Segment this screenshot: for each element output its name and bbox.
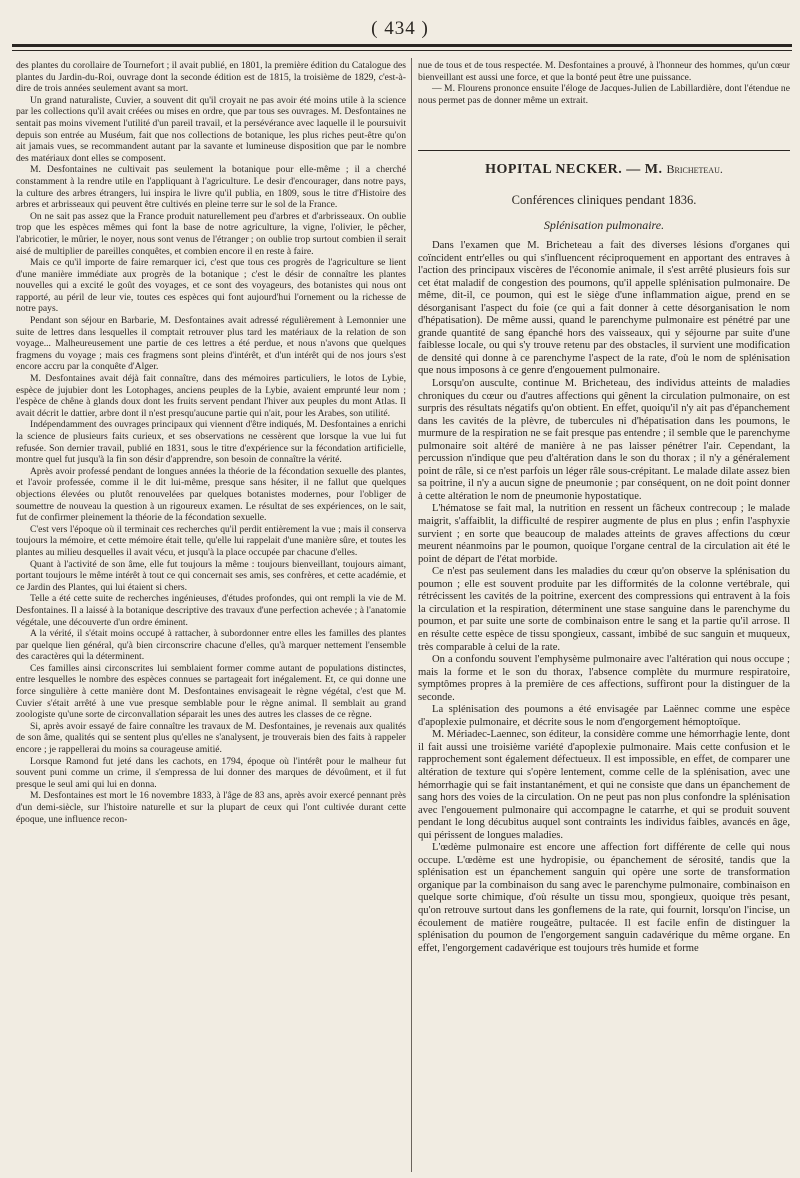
conference-title: Conférences cliniques pendant 1836. [511,193,697,207]
page-number: ( 434 ) [371,18,429,39]
paragraph: Lorsque Ramond fut jeté dans les cachots, en 1794, époque où l'intérêt pour le malheur fut souvent puni comme un crime, il s'empressa de lui donner des marques de dévoûment, et il fut presque le seul ami qui lui en donna. [16,755,406,790]
paragraph: Ce n'est pas seulement dans les maladies du cœur qu'on observe la splénisation du poumon ; elle est souvent produite par les difformités de la colonne vertébrale, qui rétrécissent les cavités de la poitrine, exercent des compressions qui entravent à la fois la circulation et la respiration, déterminent une stase sanguine dans le parenchyme du poumon, et par suite une sorte de combinaison entre le sang et la partie qu'il arrose. Il en résulte cette espèce de tissu spongieux, cassant, imbibé de suc sanguin et muqueux, très comparable à celui de la rate. [418,566,790,653]
paragraph: Après avoir professé pendant de longues années la théorie de la fécondation sexuelle des plantes, et l'avoir professée, comme il le dit lui-même, presque sans hésiter, il ne fallut que quelques objections élevées ou plutôt renouvelées par quelques botanistes modernes, pour l'obliger de soumettre de nouveau la question à un rigoureux examen. Le résultat de ses expériences, on le sait, fut de confirmer pleinement la théorie de la fécondation sexuelle. [16,465,406,524]
paragraph: Telle a été cette suite de recherches ingénieuses, d'études profondes, qui ont rempli la vie de M. Desfontaines. Il a laissé à la botanique descriptive des travaux d'une perfection achevée ; à l'anatomie végétale, une découverte d'un ordre éminent. [16,593,406,628]
paragraph: L'œdème pulmonaire est encore une affection fort différente de celle qui nous occupe. L'œdème est une hydropisie, ou épanchement de sérosité, tandis que la splénisation est un épanchement sanguin qui opère une sorte de transformation organique par la combinaison du sang avec le parenchyme pulmonaire, combinaison en quelque sorte chimique, d'où résulte un tissu mou, spongieux, quoique très pesant, qu'on retrouve surtout dans les gonflemens de la rate, qui fournit, lorsqu'on l'incise, un écoulement de matière rougeâtre, pultacée. Il est facile enfin de distinguer la splénisation du poumon de l'engorgement sanguin cadavérique du même organe. En effet, l'engorgement cadavérique est toujours très humide et forme [418,842,790,954]
section-divider [418,150,790,151]
right-column-bottom [418,240,790,955]
paragraph: Dans l'examen que M. Bricheteau a fait des diverses lésions d'organes qui coïncident entr'elles ou qui s'influencent réciproquement en apportant des entraves à l'action des principaux viscères de l'économie animale, il s'est arrêté plusieurs fois sur cet état maladif de congestion des poumons, qu'il appelle splénisation pulmonaire. De même, dit-il, ce poumon, qui est le siège d'une inflammation aigue, prend en se désorganisant l'aspect du foie (ce qui a fait donner à cette désorganisation le nom d'hépatisation). De même aussi, quand le parenchyme pulmonaire est pénétré par une grande quantité de sang épanché hors des vaisseaux, qui y séjourne par suite d'une faiblesse locale, ou qui s'y trouve retenu par des obstacles, il survient une modification de densité qui donne à ce parenchyme l'aspect de la rate, d'où le nom de splénisation que nous imposons à ce genre d'engouement pulmonaire. [418,240,790,377]
paragraph: A la vérité, il s'était moins occupé à rattacher, à subordonner entre elles les familles des plantes par quelque lien général, qu'à bien circonscrire chacune d'elles, qu'à marquer nettement l'ensemble des caractères qui la déterminent. [16,628,406,663]
right-column-top [418,60,790,106]
paragraph: Indépendamment des ouvrages principaux qui viennent d'être indiqués, M. Desfontaines a enrichi la science de plusieurs faits curieux, et ses observations ne cessèrent que lorsque la vue lui fut refusée. Son dernier travail, publié en 1831, sous le titre d'expérience sur la fécondation artificielle, montre quel fut jusqu'à la fin son désir d'apprendre, son besoin de connaître la vérité. [16,419,406,466]
paragraph: L'hématose se fait mal, la nutrition en ressent un fâcheux contrecoup ; le malade maigrit, s'affaiblit, la difficulté de respirer augmente de plus en plus ; enfin l'asphyxie survient ; en sorte que beaucoup de malades atteints de graves affections du cœur meurent néanmoins par le poumon, quoique l'organe central de la circulation ait été le point de départ de l'état morbide. [418,503,790,565]
article-subtitle: Splénisation pulmonaire. [543,218,665,232]
paragraph: La splénisation des poumons a été envisagée par Laënnec comme une espèce d'apoplexie pulmonaire, et décrite sous le nom d'engorgement hémoptoïque. [418,704,790,728]
paragraph: — M. Flourens prononce ensuite l'éloge de Jacques-Julien de Labillardière, dont l'étendue ne nous permet pas de donner même un extrait. [418,83,790,106]
paragraph: nue de tous et de tous respectée. M. Desfontaines a prouvé, à l'honneur des hommes, qu'un cœur bienveillant est aussi une force, et que la bonté peut être une puissance. [418,60,790,83]
section-title [418,162,790,178]
paragraph: Mais ce qu'il importe de faire remarquer ici, c'est que tous ces progrès de l'agriculture se lient d'une manière immédiate aux progrès de la botanique ; c'est le désir de connaître les plantes nouvelles qui a excité le goût des voyages, et ce sont des voyageurs, des botanistes qui nous ont rapporté, au péril de leur vie, toutes ces espèces qui font aujourd'hui l'ornement ou la richesse de notre pays. [16,257,406,315]
paragraph: Quant à l'activité de son âme, elle fut toujours la même : toujours bienveillant, toujours aimant, portant toujours le même intérêt à tout ce qui concernait ses amis, ses confrères, et cette académie, et ce Jardin des Plantes, qui lui étaient si chers. [16,558,406,593]
paragraph: On a confondu souvent l'emphysème pulmonaire avec l'altération qui nous occupe ; mais la forme et le son du thorax, l'absence complète du murmure respiratoire, symptômes propres à la première de ces affections, suffiront pour la distinguer de la seconde. [418,654,790,703]
section-author: Bricheteau. [666,162,723,176]
paragraph: M. Desfontaines est mort le 16 novembre 1833, à l'âge de 83 ans, après avoir exercé pennant près d'un demi-siècle, sur l'histoire naturelle et sur la plupart de ceux qui l'ont cultivée durant cette époque, une influence recon- [16,790,406,825]
paragraph: On ne sait pas assez que la France produit naturellement peu d'arbres et d'arbrisseaux. On oublie trop que les espèces mêmes qui font la base de notre agriculture, la vigne, l'olivier, le pêcher, l'abricotier, le mûrier, le noyer, nous sont venus de l'étranger ; on oublie trop surtout combien il serait aisé de multiplier de pareilles conquêtes, et combien encore il en reste à faire. [16,210,406,257]
paragraph: M. Desfontaines ne cultivait pas seulement la botanique pour elle-même ; il a cherché constamment à la rendre utile en l'appliquant à l'agriculture. Le desir d'encourager, dans notre pays, la culture des arbres étrangers, lui inspira le livre qu'il publia, en 1809, sous le titre d'Histoire des arbres et arbrisseaux qui peuvent être cultivés en pleine terre sur le sol de la France. [16,164,406,211]
header-rule-thin [12,50,792,51]
paragraph: Pendant son séjour en Barbarie, M. Desfontaines avait adressé régulièrement à Lemonnier une suite de lettres dans lesquelles il comptait retrouver plus tard les matériaux de la relation de son voyage... Malheureusement une partie de ces lettres a été perdue, et nous n'avons que quelques fragmens du voyage ; mais ces fragmens sont pleins d'intérêt, et d'un intérêt qui de nos jours s'est encore accru par la conquête d'Alger. [16,315,406,373]
column-divider [411,58,412,1172]
paragraph: M. Mériadec-Laennec, son éditeur, la considère comme une hémorrhagie lente, dont il fait aussi une troisième variété d'apoplexie pulmonaire. Mais cette confusion et le rapprochement sont également défectueux. Il est impossible, en effet, de comparer une altération de texture qui s'opère lentement, comme celle de la splénisation, avec une hémorrhagie qui se fait instantanément, et qui ne consiste que dans un épanchement de sang hors des voies de la circulation. On ne peut pas non plus confondre la splénisation avec l'engouement pulmonaire qui accompagne le catarrhe, et qui se produit souvent pendant le long décubitus auquel sont contraints les individus faibles, avancés en âge, qui périssent de longues maladies. [418,729,790,841]
paragraph: Ces familles ainsi circonscrites lui semblaient former comme autant de populations distinctes, entre lesquelles le nombre des espèces connues se partageait fort inégalement. Et, ce qui donne une force singulière à cette manière dont M. Desfontaines envisageait le règne végétal, c'est que M. Cuvier s'était arrêté à une vue presque semblable pour le règne animal. Il semblait au grand zoologiste qu'une sorte de circonvallation séparait les unes des autres les classes de ce règne. [16,662,406,721]
paragraph: Si, après avoir essayé de faire connaître les travaux de M. Desfontaines, je revenais aux qualités de son âme, qualités qui se sentent plus qu'elles ne s'analysent, je trouverais bien des faits à rappeler encore ; je rappellerai du moins sa courageuse amitié. [16,720,406,756]
paragraph: C'est vers l'époque où il terminait ces recherches qu'il perdit entièrement la vue ; mais il conserva toujours la mémoire, et cette mémoire était telle, qu'elle lui rappelait d'une manière sûre, et toutes les plantes au milieu desquelles il avait vécu, et jusqu'à la place occupée par chacune d'elles. [16,523,406,558]
header-rule-thick [12,44,792,47]
paragraph: des plantes du corollaire de Tournefort ; il avait publié, en 1801, la première édition du Catalogue des plantes du Jardin-du-Roi, ouvrage dont la seconde édition est de 1815, la troisième de 1829, c'est-à-dire de trois années seulement avant sa mort. [16,60,406,95]
left-column [16,60,406,825]
paragraph: Un grand naturaliste, Cuvier, a souvent dit qu'il croyait ne pas avoir été moins utile à la science par les collections qu'il avait créées ou mises en ordre, que par tous ses ouvrages. M. Desfontaines ne sentait pas moins vivement l'utilité d'un pareil travail, et la persévérance avec laquelle il le poursuivit depuis son entrée au Muséum, fait que nos collections de botanique, les plus riches peut-être qu'on ait jamais vues, se recommandent autant par la savante et lumineuse disposition que par le nombre des matériaux dont elles se composent. [16,94,406,164]
section-title-text: HOPITAL NECKER. — M. [485,162,663,177]
paragraph: Lorsqu'on ausculte, continue M. Bricheteau, des individus atteints de maladies chroniques du cœur ou d'autres affections qui gênent la circulation pulmonaire, on est surpris des résultats négatifs qu'on obtient. En effet, quoiqu'il n'y ait pas d'épanchement dans les cavités de la plèvre, de tubercules ni d'hépatisation dans les poumons, le murmure de la respiration ne se fait presque pas entendre ; il semble que le parenchyme pulmonaire soit altéré de manière à ne pas laisser pénétrer l'air. Cependant, la percussion n'indique que peu d'altération dans le son du thorax ; il n'y a généralement point de râle, si ce n'est parfois un léger râle sous-crépitant. Le malade dilate assez bien sa poitrine, il n'y a aucun signe de pneumonie ; par conséquent, on ne doit point donner à cette altération le nom de pneumonie hypostatique. [418,378,790,502]
paragraph: M. Desfontaines avait déjà fait connaître, dans des mémoires particuliers, le lotos de Lybie, espèce de jujubier dont les Lotophages, anciens peuples de la Lybie, avaient emprunté leur nom ; l'espèce de chêne à glands doux dont les fruits servent pendant l'hiver aux peuples du mont Atlas. Il avait décrit le dattier, arbre dont il n'est presqu'aucune partie qui n'ait, pour les Arabes, son utilité. [16,373,406,419]
